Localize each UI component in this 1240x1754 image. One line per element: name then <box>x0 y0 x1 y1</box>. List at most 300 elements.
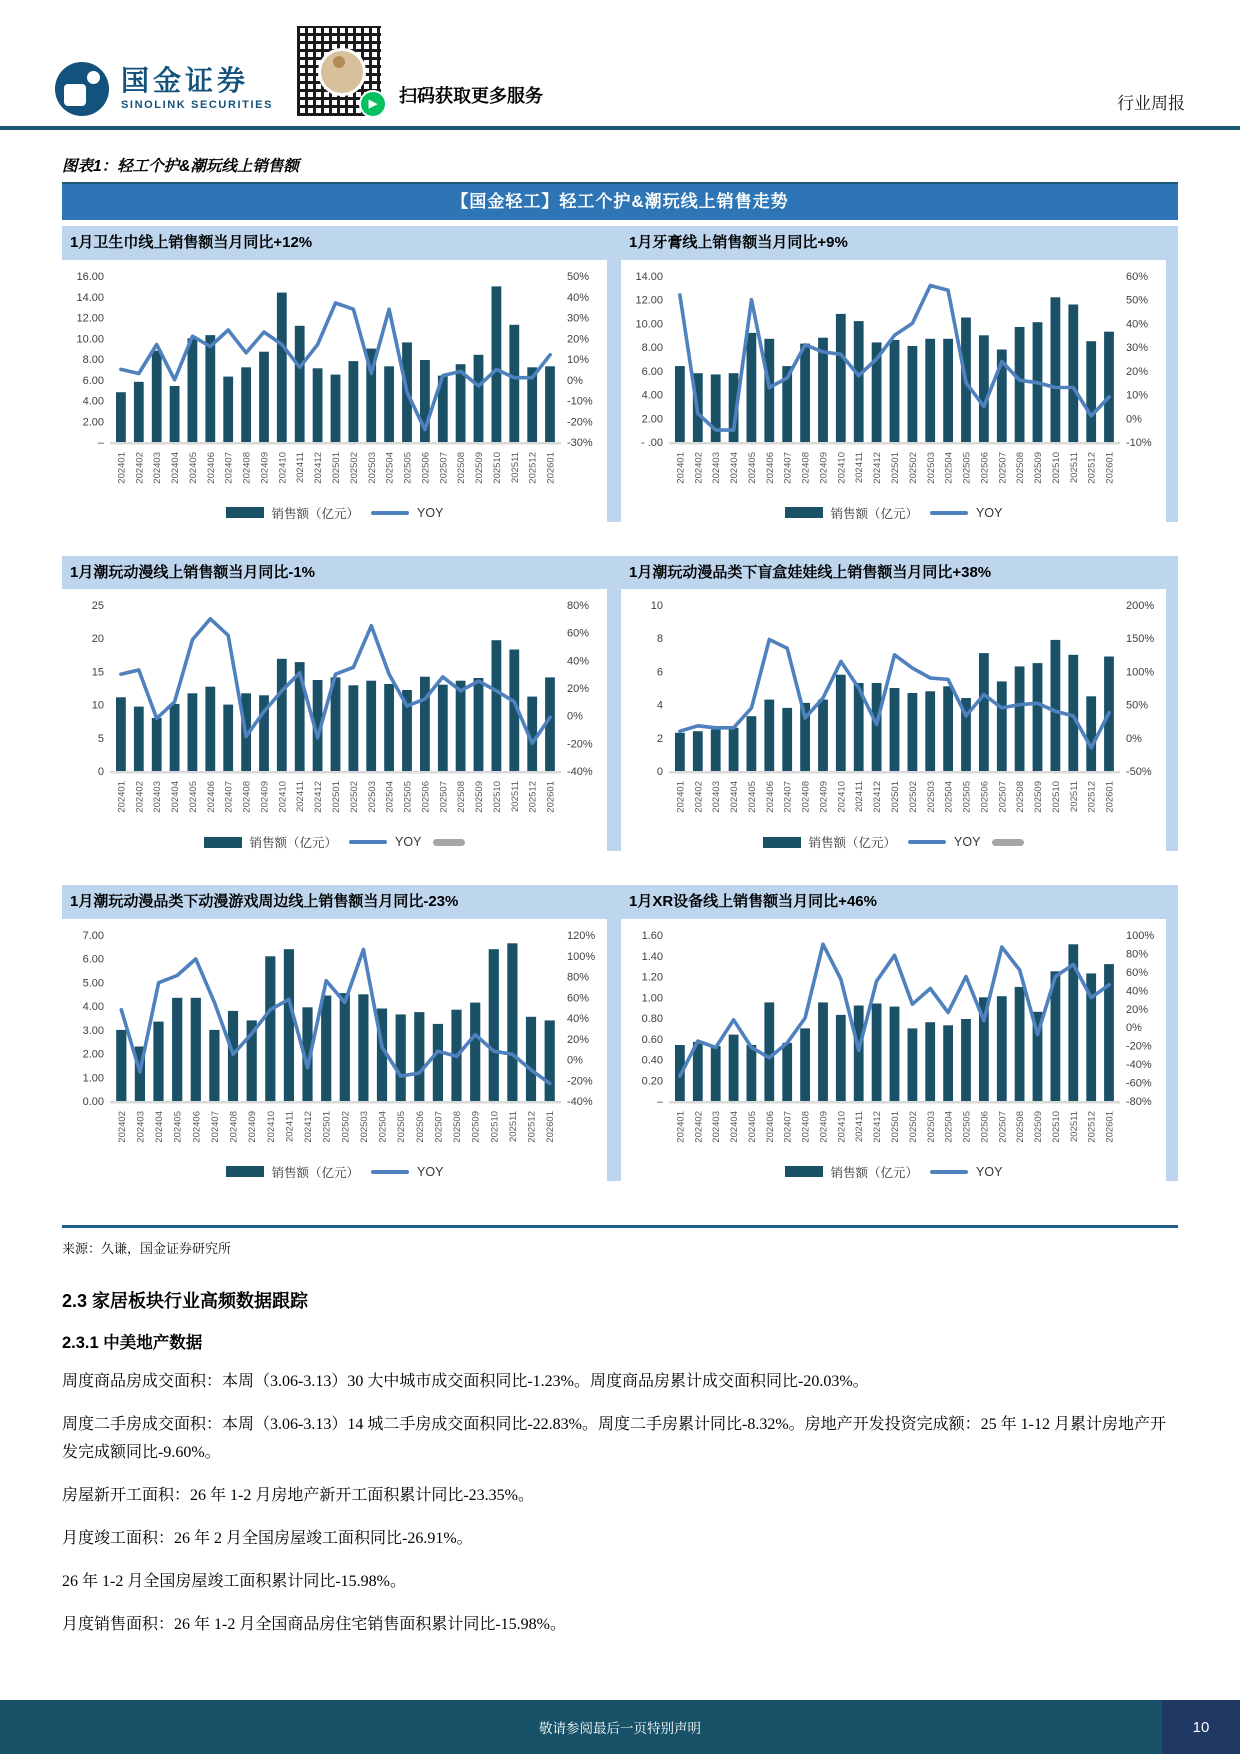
svg-text:20%: 20% <box>567 683 590 695</box>
paragraph: 房屋新开工面积：26 年 1-2 月房地产新开工面积累计同比-23.35%。 <box>62 1486 534 1504</box>
svg-text:40%: 40% <box>1126 317 1149 330</box>
svg-text:202407: 202407 <box>209 1110 221 1143</box>
svg-text:16.00: 16.00 <box>76 270 104 283</box>
svg-text:202512: 202512 <box>1086 1110 1098 1143</box>
svg-text:202410: 202410 <box>836 1110 848 1143</box>
svg-text:202406: 202406 <box>764 781 776 813</box>
paragraph: 月度竣工面积：26 年 2 月全国房屋竣工面积同比-26.91%。 <box>62 1529 473 1547</box>
svg-text:202404: 202404 <box>170 781 182 813</box>
chart-anime-game-merch <box>62 885 607 1181</box>
svg-text:2.00: 2.00 <box>82 1048 104 1061</box>
svg-text:60%: 60% <box>567 991 590 1004</box>
svg-text:202404: 202404 <box>729 1110 741 1143</box>
svg-text:202507: 202507 <box>438 781 450 813</box>
svg-text:100%: 100% <box>1126 929 1155 942</box>
svg-text:202409: 202409 <box>818 781 830 813</box>
svg-text:202407: 202407 <box>223 781 235 813</box>
svg-text:202510: 202510 <box>489 1110 501 1143</box>
svg-text:-60%: -60% <box>1126 1077 1152 1090</box>
legend-item <box>785 1163 919 1181</box>
svg-text:1.20: 1.20 <box>641 971 663 983</box>
bar-legend-swatch <box>763 837 801 848</box>
svg-text:202601: 202601 <box>545 781 557 813</box>
logo-title: 国金证券 <box>121 65 250 96</box>
legend-item <box>930 1165 1002 1179</box>
svg-text:0: 0 <box>97 766 104 778</box>
legend-item <box>785 504 919 522</box>
svg-text:202503: 202503 <box>358 1110 370 1143</box>
svg-text:–: – <box>656 1095 663 1108</box>
qr-code <box>297 26 381 116</box>
svg-text:20%: 20% <box>567 332 590 345</box>
svg-text:1.00: 1.00 <box>641 991 663 1004</box>
svg-text:202403: 202403 <box>711 781 723 813</box>
svg-text:202412: 202412 <box>872 1110 884 1143</box>
line-legend-swatch <box>349 840 387 844</box>
svg-text:202410: 202410 <box>277 451 289 484</box>
svg-text:202508: 202508 <box>452 1110 464 1143</box>
svg-text:202511: 202511 <box>507 1110 519 1142</box>
svg-text:6.00: 6.00 <box>82 953 104 966</box>
svg-text:202405: 202405 <box>188 781 199 813</box>
legend-item <box>930 506 1002 520</box>
svg-text:202510: 202510 <box>1050 451 1062 484</box>
svg-text:202409: 202409 <box>259 781 271 813</box>
svg-text:202403: 202403 <box>135 1110 147 1143</box>
svg-text:6.00: 6.00 <box>82 374 104 387</box>
qr-caption: 扫码获取更多服务 <box>399 86 544 106</box>
svg-text:202410: 202410 <box>265 1110 277 1143</box>
svg-text:6.00: 6.00 <box>641 365 663 378</box>
svg-text:202504: 202504 <box>943 451 955 484</box>
svg-text:202409: 202409 <box>818 1110 830 1143</box>
chart-xr-devices <box>621 885 1166 1181</box>
svg-text:202404: 202404 <box>170 451 182 484</box>
svg-text:202504: 202504 <box>943 781 955 813</box>
svg-text:202508: 202508 <box>456 451 468 484</box>
svg-text:20%: 20% <box>1126 365 1149 378</box>
svg-text:0%: 0% <box>567 1054 583 1066</box>
chart-canvas <box>62 923 607 1161</box>
svg-text:202508: 202508 <box>1015 781 1027 813</box>
svg-text:202503: 202503 <box>366 781 378 813</box>
svg-text:202401: 202401 <box>116 781 128 813</box>
paragraph: 26 年 1-2 月全国房屋竣工面积累计同比-15.98%。 <box>62 1572 406 1590</box>
page-number: 10 <box>1192 1718 1210 1736</box>
qr-center-badge <box>318 48 366 96</box>
svg-text:202504: 202504 <box>377 1110 389 1143</box>
logo-notch <box>64 84 86 106</box>
svg-text:10: 10 <box>91 699 104 712</box>
svg-text:202502: 202502 <box>340 1110 352 1143</box>
svg-text:40%: 40% <box>567 291 590 304</box>
svg-text:202601: 202601 <box>1104 451 1116 484</box>
chart-sanitary-napkin <box>62 226 607 522</box>
svg-text:202501: 202501 <box>890 451 901 484</box>
svg-text:202508: 202508 <box>1015 1110 1027 1143</box>
svg-text:6: 6 <box>656 666 663 679</box>
svg-text:- .00: - .00 <box>640 436 663 449</box>
svg-text:202504: 202504 <box>384 451 396 484</box>
svg-text:20%: 20% <box>567 1033 590 1046</box>
svg-text:202502: 202502 <box>348 451 360 484</box>
svg-text:0.80: 0.80 <box>641 1012 663 1025</box>
svg-text:20%: 20% <box>1126 1003 1149 1016</box>
line-legend-swatch <box>371 1170 409 1174</box>
chart-subtitle: 1月潮玩动漫品类下盲盒娃娃线上销售额当月同比+38% <box>621 556 1166 590</box>
svg-text:202509: 202509 <box>474 451 485 484</box>
svg-text:80%: 80% <box>567 971 590 983</box>
svg-text:202502: 202502 <box>907 781 919 813</box>
qr-center-ring <box>333 56 345 68</box>
svg-text:4.00: 4.00 <box>82 1000 104 1013</box>
right-edge-band <box>1166 226 1178 522</box>
legend-item <box>433 839 465 846</box>
svg-text:202511: 202511 <box>509 451 521 483</box>
svg-text:0.60: 0.60 <box>641 1033 663 1046</box>
svg-text:202509: 202509 <box>1033 451 1044 484</box>
svg-text:202512: 202512 <box>527 781 539 813</box>
svg-text:202507: 202507 <box>438 451 450 484</box>
svg-text:202501: 202501 <box>890 1110 901 1143</box>
column-divider <box>607 226 621 522</box>
chart-legend <box>62 504 607 522</box>
svg-text:25: 25 <box>91 600 104 612</box>
logo-subtitle: SINOLINK SECURITIES <box>121 99 274 111</box>
svg-text:20: 20 <box>91 633 104 646</box>
right-edge-band <box>1166 885 1178 1181</box>
svg-text:202509: 202509 <box>474 781 485 813</box>
svg-text:100%: 100% <box>1126 666 1155 679</box>
svg-text:202412: 202412 <box>303 1110 315 1143</box>
column-divider <box>607 885 621 1181</box>
svg-text:202512: 202512 <box>1086 451 1098 484</box>
legend-item <box>371 1165 443 1179</box>
svg-text:202402: 202402 <box>116 1110 128 1143</box>
svg-text:202401: 202401 <box>116 451 128 484</box>
svg-text:8: 8 <box>656 633 663 646</box>
svg-text:202410: 202410 <box>277 781 289 813</box>
svg-text:0%: 0% <box>1126 1021 1142 1034</box>
header-divider <box>0 126 1240 130</box>
figure-caption: 图表1：轻工个护&潮玩线上销售额 <box>62 158 299 175</box>
svg-text:202504: 202504 <box>943 1110 955 1143</box>
svg-text:202402: 202402 <box>134 451 146 484</box>
svg-text:-10%: -10% <box>567 395 593 407</box>
svg-text:12.00: 12.00 <box>635 294 663 307</box>
svg-text:202509: 202509 <box>470 1110 482 1143</box>
svg-text:202402: 202402 <box>134 781 146 813</box>
chart-legend <box>621 1163 1166 1181</box>
svg-text:40%: 40% <box>567 1012 590 1025</box>
chart-canvas <box>621 593 1166 831</box>
svg-text:-40%: -40% <box>567 766 593 778</box>
svg-text:202511: 202511 <box>1068 781 1080 812</box>
svg-text:12.00: 12.00 <box>76 312 104 324</box>
svg-text:202510: 202510 <box>1050 781 1062 813</box>
svg-text:202512: 202512 <box>1086 781 1098 813</box>
chart-canvas <box>621 264 1166 502</box>
svg-text:0: 0 <box>656 766 663 778</box>
bar-legend-swatch <box>226 507 264 518</box>
svg-text:202502: 202502 <box>907 451 919 484</box>
svg-text:8.00: 8.00 <box>82 353 104 366</box>
bar-legend-swatch <box>226 1166 264 1177</box>
svg-text:202511: 202511 <box>1068 1110 1080 1142</box>
svg-text:202503: 202503 <box>925 451 937 484</box>
svg-text:150%: 150% <box>1126 633 1155 646</box>
legend-item <box>992 839 1024 846</box>
svg-text:202507: 202507 <box>997 451 1009 484</box>
svg-text:-30%: -30% <box>567 436 593 449</box>
svg-text:202409: 202409 <box>247 1110 259 1143</box>
svg-text:202406: 202406 <box>205 451 217 484</box>
svg-text:0%: 0% <box>567 374 583 387</box>
svg-text:80%: 80% <box>1126 947 1149 960</box>
svg-text:2.00: 2.00 <box>82 415 104 428</box>
legend-label: YOY <box>954 835 981 849</box>
svg-text:202411: 202411 <box>854 451 866 483</box>
svg-text:202501: 202501 <box>331 781 342 813</box>
svg-text:202506: 202506 <box>414 1110 426 1143</box>
svg-text:10.00: 10.00 <box>635 317 663 330</box>
svg-text:40%: 40% <box>567 655 590 668</box>
svg-text:202406: 202406 <box>764 451 776 484</box>
legend-label: YOY <box>395 835 422 849</box>
svg-text:202507: 202507 <box>433 1110 445 1143</box>
logo-text <box>121 67 273 111</box>
bar-legend-swatch <box>785 1166 823 1177</box>
svg-text:202510: 202510 <box>491 451 503 484</box>
figure-block <box>62 182 1178 1228</box>
svg-text:202404: 202404 <box>729 451 741 484</box>
subsection-heading: 2.3.1 中美地产数据 <box>62 1333 203 1352</box>
svg-text:202411: 202411 <box>854 781 866 812</box>
svg-text:10: 10 <box>650 600 663 612</box>
svg-text:202405: 202405 <box>747 781 758 813</box>
svg-text:202411: 202411 <box>295 781 307 812</box>
charts-grid <box>62 226 1178 1181</box>
sinolink-logo-icon <box>55 62 109 116</box>
svg-text:60%: 60% <box>567 627 590 640</box>
svg-text:202411: 202411 <box>854 1110 866 1142</box>
legend-label: 销售额（亿元） <box>271 1165 360 1180</box>
svg-text:50%: 50% <box>1126 294 1149 307</box>
svg-text:202408: 202408 <box>800 1110 812 1143</box>
svg-text:202502: 202502 <box>348 781 360 813</box>
svg-text:202402: 202402 <box>693 451 705 484</box>
chart-canvas <box>62 264 607 502</box>
svg-text:202507: 202507 <box>997 1110 1009 1143</box>
svg-text:-40%: -40% <box>567 1095 593 1108</box>
svg-text:202411: 202411 <box>295 451 307 483</box>
svg-text:202601: 202601 <box>1104 781 1116 813</box>
svg-text:80%: 80% <box>567 600 590 612</box>
svg-text:202404: 202404 <box>729 781 741 813</box>
chart-legend <box>621 833 1166 851</box>
svg-text:0%: 0% <box>1126 412 1142 425</box>
chart-legend <box>62 1163 607 1181</box>
chart-subtitle: 1月潮玩动漫品类下动漫游戏周边线上销售额当月同比-23% <box>62 885 607 919</box>
svg-text:1.00: 1.00 <box>82 1071 104 1084</box>
svg-text:10.00: 10.00 <box>76 332 104 345</box>
svg-text:202402: 202402 <box>693 781 705 813</box>
svg-text:202404: 202404 <box>154 1110 166 1143</box>
svg-text:202511: 202511 <box>509 781 521 812</box>
svg-text:202407: 202407 <box>223 451 235 484</box>
svg-text:202508: 202508 <box>1015 451 1027 484</box>
svg-text:7.00: 7.00 <box>82 929 104 942</box>
chart-canvas <box>621 923 1166 1161</box>
svg-text:202408: 202408 <box>241 451 253 484</box>
svg-text:202408: 202408 <box>800 781 812 813</box>
svg-text:0.40: 0.40 <box>641 1054 663 1066</box>
svg-text:202503: 202503 <box>925 781 937 813</box>
report-type-label: 行业周报 <box>1117 94 1185 113</box>
svg-text:202405: 202405 <box>747 1110 758 1143</box>
svg-text:202501: 202501 <box>331 451 342 484</box>
svg-text:202403: 202403 <box>152 451 164 484</box>
footer-disclaimer: 敬请参阅最后一页特别声明 <box>539 1721 701 1736</box>
right-edge-band <box>1166 556 1178 852</box>
svg-text:0.20: 0.20 <box>641 1074 663 1087</box>
svg-text:2.00: 2.00 <box>641 412 663 425</box>
svg-text:5.00: 5.00 <box>82 976 104 989</box>
gray-legend-swatch <box>433 839 465 846</box>
svg-text:30%: 30% <box>567 312 590 324</box>
svg-text:202407: 202407 <box>782 1110 794 1143</box>
legend-item <box>763 833 897 851</box>
svg-text:202505: 202505 <box>402 451 414 484</box>
svg-text:–: – <box>97 436 104 449</box>
legend-label: 销售额（亿元） <box>808 836 897 850</box>
svg-text:202505: 202505 <box>402 781 414 813</box>
svg-text:202410: 202410 <box>836 451 848 484</box>
line-legend-swatch <box>930 1170 968 1174</box>
wechat-channels-icon: ▶ <box>359 90 387 118</box>
chart-subtitle: 1月卫生巾线上销售额当月同比+12% <box>62 226 607 260</box>
logo-dot <box>87 71 100 84</box>
svg-text:202502: 202502 <box>907 1110 919 1143</box>
svg-text:202510: 202510 <box>1050 1110 1062 1143</box>
svg-text:202401: 202401 <box>675 451 687 484</box>
legend-item <box>204 833 338 851</box>
svg-text:202412: 202412 <box>313 781 325 813</box>
svg-text:0%: 0% <box>567 710 583 723</box>
svg-text:0%: 0% <box>1126 732 1142 745</box>
legend-label: 销售额（亿元） <box>830 1165 919 1180</box>
svg-text:202406: 202406 <box>764 1110 776 1143</box>
svg-text:4: 4 <box>656 699 663 712</box>
svg-text:-20%: -20% <box>1126 1040 1152 1053</box>
svg-text:202505: 202505 <box>961 451 973 484</box>
svg-text:202403: 202403 <box>711 1110 723 1143</box>
svg-text:40%: 40% <box>1126 984 1149 997</box>
svg-text:2: 2 <box>656 732 663 745</box>
bar-legend-swatch <box>204 837 242 848</box>
line-legend-swatch <box>371 511 409 515</box>
legend-label: YOY <box>976 505 1003 520</box>
svg-text:202506: 202506 <box>979 1110 991 1143</box>
svg-text:202408: 202408 <box>800 451 812 484</box>
bar-legend-swatch <box>785 507 823 518</box>
svg-text:202601: 202601 <box>545 1110 557 1143</box>
svg-text:-10%: -10% <box>1126 436 1152 449</box>
svg-text:202505: 202505 <box>961 1110 973 1143</box>
svg-text:202506: 202506 <box>979 781 991 813</box>
svg-text:202601: 202601 <box>1104 1110 1116 1143</box>
legend-item <box>908 835 980 849</box>
svg-text:30%: 30% <box>1126 341 1149 354</box>
svg-text:202407: 202407 <box>782 781 794 813</box>
legend-item <box>226 504 360 522</box>
line-legend-swatch <box>908 840 946 844</box>
svg-text:202412: 202412 <box>872 781 884 813</box>
svg-text:202505: 202505 <box>961 781 973 813</box>
svg-text:202507: 202507 <box>997 781 1009 813</box>
svg-text:14.00: 14.00 <box>635 270 663 283</box>
svg-text:200%: 200% <box>1126 600 1155 612</box>
chart-blind-box-dolls <box>621 556 1166 852</box>
svg-text:202505: 202505 <box>396 1110 408 1143</box>
legend-label: YOY <box>417 1164 444 1179</box>
gray-legend-swatch <box>992 839 1024 846</box>
svg-text:202509: 202509 <box>1033 781 1044 813</box>
svg-text:202412: 202412 <box>872 451 884 484</box>
svg-text:202411: 202411 <box>284 1110 296 1142</box>
line-legend-swatch <box>930 511 968 515</box>
page-number-box <box>1162 1700 1240 1754</box>
svg-text:202401: 202401 <box>675 1110 687 1143</box>
paragraph: 周度二手房成交面积：本周（3.06-3.13）14 城二手房成交面积同比-22.83%。周度二手房累计同比-8.32%。房地产开发投资完成额：25 年 1-12 月累计房地产开发完成额同比-9.60%。 <box>62 1415 1166 1461</box>
paragraph: 周度商品房成交面积：本周（3.06-3.13）30 大中城市成交面积同比-1.23%。周度商品房累计成交面积同比-20.03%。 <box>62 1372 869 1390</box>
chart-trendy-toys-anime <box>62 556 607 852</box>
chart-subtitle: 1月潮玩动漫线上销售额当月同比-1% <box>62 556 607 590</box>
svg-text:-50%: -50% <box>1126 766 1152 778</box>
chart-toothpaste <box>621 226 1166 522</box>
svg-text:202506: 202506 <box>979 451 991 484</box>
paragraph: 月度销售面积：26 年 1-2 月全国商品房住宅销售面积累计同比-15.98%。 <box>62 1615 566 1633</box>
svg-text:202403: 202403 <box>711 451 723 484</box>
svg-text:15: 15 <box>91 666 104 679</box>
chart-legend <box>621 504 1166 522</box>
svg-text:50%: 50% <box>1126 699 1149 712</box>
svg-text:4.00: 4.00 <box>82 395 104 407</box>
svg-text:202408: 202408 <box>228 1110 240 1143</box>
svg-text:202506: 202506 <box>420 451 432 484</box>
legend-label: YOY <box>976 1164 1003 1179</box>
svg-text:202503: 202503 <box>925 1110 937 1143</box>
footer-disclaimer-bar <box>0 1700 1240 1754</box>
section-heading: 2.3 家居板块行业高频数据跟踪 <box>62 1290 309 1311</box>
svg-text:1.40: 1.40 <box>641 950 663 963</box>
legend-label: 销售额（亿元） <box>271 506 360 521</box>
chart-subtitle: 1月XR设备线上销售额当月同比+46% <box>621 885 1166 919</box>
svg-text:202408: 202408 <box>241 781 253 813</box>
svg-text:120%: 120% <box>567 929 596 942</box>
svg-text:5: 5 <box>97 732 104 745</box>
legend-item <box>226 1163 360 1181</box>
svg-text:202405: 202405 <box>188 451 199 484</box>
sinolink-logo <box>55 62 273 116</box>
svg-text:202401: 202401 <box>675 781 687 813</box>
svg-text:202406: 202406 <box>191 1110 203 1143</box>
svg-text:60%: 60% <box>1126 966 1149 979</box>
svg-text:202506: 202506 <box>420 781 432 813</box>
legend-label: YOY <box>417 505 444 520</box>
svg-text:202510: 202510 <box>491 781 503 813</box>
svg-text:202512: 202512 <box>526 1110 538 1143</box>
